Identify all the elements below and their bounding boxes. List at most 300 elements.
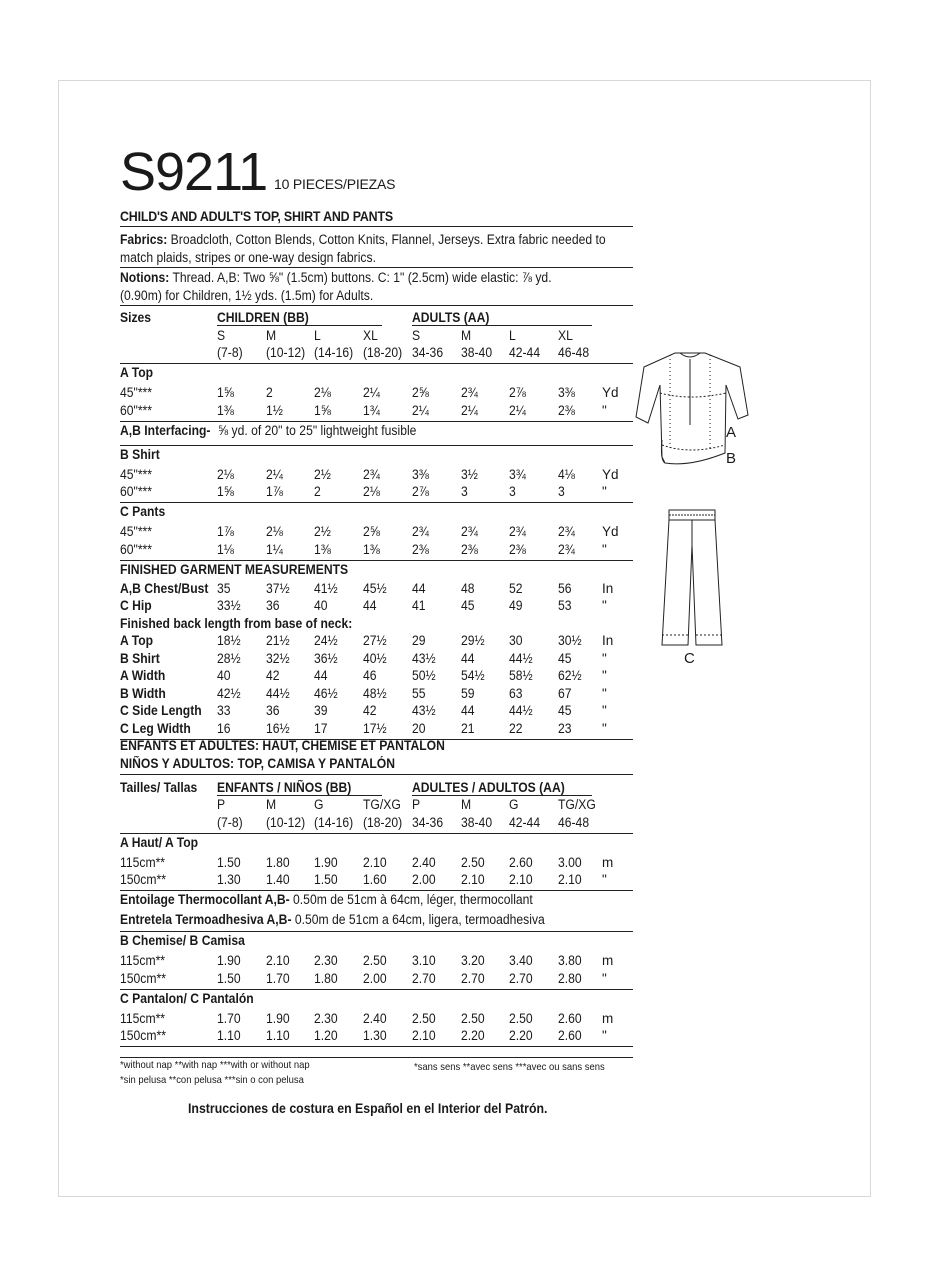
- size-range: 46-48: [558, 345, 590, 360]
- cell-value: 2⅜: [461, 541, 478, 557]
- cell-value: 18½: [217, 633, 241, 648]
- cell-value: 24½: [314, 633, 338, 648]
- cell-value: 62½: [558, 668, 582, 683]
- spanish-title-1-label: ENFANTS ET ADULTES: HAUT, CHEMISE ET PANTALON: [120, 738, 445, 753]
- divider: [120, 226, 633, 227]
- size-letter: M: [266, 327, 277, 343]
- cell-value: 20: [412, 720, 426, 736]
- pants-drawing: [658, 505, 728, 650]
- cell-value: 2⅞: [509, 385, 526, 400]
- size-range: 34-36: [412, 345, 444, 360]
- cell-value: 3.10: [412, 953, 436, 968]
- notions-line2: (0.90m) for Children, 1½ yds. (1.5m) for Adults.: [120, 287, 374, 303]
- cell-value: 3.20: [461, 953, 485, 968]
- row-label: 60"***: [120, 484, 153, 499]
- cell-value: 58½: [509, 668, 533, 683]
- size-letter: TG/XG: [558, 797, 596, 812]
- cell-value: 2⅞: [412, 484, 429, 499]
- cell-value: 1⅞: [266, 484, 283, 499]
- cell-value: 2¼: [509, 402, 526, 418]
- size-letter: M: [461, 327, 472, 343]
- footnote-french: *sans sens **avec sens ***avec ou sans sens: [414, 1061, 605, 1073]
- cell-value: 46: [363, 668, 377, 683]
- cell-value: 2⅛: [314, 385, 331, 400]
- size-range: 34-36: [412, 814, 444, 830]
- cell-value: 1⅛: [217, 541, 234, 557]
- row-label: 150cm**: [120, 1028, 166, 1043]
- cell-value: 45: [461, 598, 475, 613]
- cell-value: 2.50: [363, 953, 387, 968]
- size-header-row: [120, 309, 633, 327]
- cell-value: 1.50: [217, 854, 241, 870]
- cell-value: 44: [461, 703, 475, 718]
- notions-label: Notions:: [120, 270, 170, 285]
- cell-value: 2: [266, 385, 273, 400]
- cell-value: 49: [509, 598, 523, 613]
- size-letter: M: [266, 797, 277, 812]
- cell-value: 3½: [461, 466, 478, 482]
- cell-value: 52: [509, 580, 523, 596]
- adults-label: ADULTS (AA): [412, 310, 490, 325]
- cell-value: 41½: [314, 580, 338, 596]
- cell-value: 30½: [558, 633, 582, 648]
- yardage-row: [120, 970, 633, 990]
- cell-value: 1.90: [314, 854, 338, 870]
- unit: ": [602, 402, 607, 418]
- interfacing-text-es: 0.50m de 51cm a 64cm, ligera, termoadhesiva: [294, 912, 545, 927]
- row-label: C Leg Width: [120, 720, 191, 736]
- size-range: 42-44: [509, 814, 541, 830]
- yardage-row: [120, 854, 633, 872]
- cell-value: 2.30: [314, 1010, 338, 1026]
- section-title-label: B Shirt: [120, 446, 160, 462]
- yardage-table-english: [120, 309, 633, 740]
- cell-value: 2⅛: [363, 484, 380, 499]
- cell-value: 43½: [412, 650, 436, 666]
- size-letter: XL: [363, 327, 378, 343]
- cell-value: 2.50: [412, 1010, 436, 1026]
- cell-value: 45: [558, 650, 572, 666]
- cell-value: 1.90: [266, 1010, 290, 1026]
- cell-value: 1⅞: [217, 524, 234, 539]
- unit: ": [602, 685, 607, 701]
- measurement-row: [120, 702, 633, 720]
- yardage-row: [120, 952, 633, 970]
- cell-value: 2¾: [558, 541, 575, 557]
- back-length-title: [120, 615, 633, 633]
- cell-value: 1¼: [266, 541, 283, 557]
- cell-value: 2.20: [461, 1028, 485, 1043]
- cell-value: 2⅜: [509, 541, 526, 557]
- unit: Yd: [602, 466, 619, 482]
- row-label: A Width: [120, 668, 166, 683]
- children-label: CHILDREN (BB): [217, 310, 309, 325]
- cell-value: 44½: [266, 685, 290, 701]
- cell-value: 1⅝: [314, 402, 331, 418]
- cell-value: 2.80: [558, 970, 582, 986]
- cell-value: 21½: [266, 633, 290, 648]
- unit: ": [602, 720, 607, 736]
- cell-value: 2.00: [412, 872, 436, 887]
- cell-value: 21: [461, 720, 475, 736]
- cell-value: 2¼: [412, 402, 429, 418]
- notions-text: [120, 269, 606, 304]
- yardage-table-spanish: [120, 737, 633, 1047]
- size-letter: L: [509, 327, 516, 343]
- cell-value: 45½: [363, 580, 387, 596]
- cell-value: 40½: [363, 650, 387, 666]
- cell-value: 2¾: [363, 466, 380, 482]
- fabrics-value: Broadcloth, Cotton Blends, Cotton Knits, Flannel, Jerseys. Extra fabric needed to match plaids, stripes or one-way design fabrics.: [120, 232, 606, 265]
- size-letter: P: [412, 797, 421, 812]
- section-title: [120, 990, 633, 1010]
- cell-value: 2.70: [412, 970, 436, 986]
- size-letter: G: [509, 797, 519, 812]
- unit: ": [602, 872, 607, 887]
- footnote-spanish: *sin pelusa **con pelusa ***sin o con pelusa: [120, 1074, 304, 1086]
- cell-value: 54½: [461, 668, 485, 683]
- size-range: (14-16): [314, 814, 354, 830]
- cell-value: 3.00: [558, 854, 582, 870]
- cell-value: 29½: [461, 633, 485, 648]
- view-label-a: A: [726, 424, 737, 441]
- section-title-label: A Haut/ A Top: [120, 834, 199, 850]
- cell-value: 3.40: [509, 953, 533, 968]
- size-range: 46-48: [558, 814, 590, 830]
- cell-value: 2¾: [558, 524, 575, 539]
- pattern-number: S9211: [120, 142, 268, 202]
- cell-value: 16: [217, 720, 231, 736]
- cell-value: 37½: [266, 580, 290, 596]
- size-range: (7-8): [217, 814, 243, 830]
- cell-value: 45: [558, 703, 572, 718]
- row-label: 115cm**: [120, 854, 166, 870]
- sizes-label: Tailles/ Tallas: [120, 779, 198, 795]
- cell-value: 1½: [266, 402, 283, 418]
- cell-value: 2.10: [412, 1028, 436, 1043]
- cell-value: 28½: [217, 650, 241, 666]
- cell-value: 2.70: [509, 970, 533, 986]
- row-label: A,B Chest/Bust: [120, 580, 209, 596]
- cell-value: 3.80: [558, 953, 582, 968]
- cell-value: 2⅜: [558, 402, 575, 418]
- cell-value: 67: [558, 685, 572, 701]
- cell-value: 2½: [314, 524, 331, 539]
- size-range: 42-44: [509, 345, 541, 360]
- cell-value: 50½: [412, 668, 436, 683]
- cell-value: 2⅝: [412, 385, 429, 400]
- unit: ": [602, 598, 607, 613]
- cell-value: 1.70: [266, 970, 290, 986]
- row-label: 150cm**: [120, 872, 166, 887]
- cell-value: 56: [558, 580, 572, 596]
- cell-value: 36½: [314, 650, 338, 666]
- measurement-row: [120, 685, 633, 703]
- finished-title: [120, 561, 633, 580]
- section-title-label: C Pants: [120, 504, 166, 519]
- size-letters-row: [120, 327, 633, 345]
- yardage-row: [120, 466, 633, 484]
- cell-value: 2.10: [509, 872, 533, 887]
- interfacing-text: ⅝ yd. of 20" to 25" lightweight fusible: [218, 422, 417, 438]
- cell-value: 17: [314, 720, 328, 736]
- measurement-row: [120, 667, 633, 685]
- cell-value: 48: [461, 580, 475, 596]
- unit: ": [602, 1028, 607, 1043]
- cell-value: 2¾: [461, 524, 478, 539]
- cell-value: 2¼: [363, 385, 380, 400]
- cell-value: 36: [266, 703, 280, 718]
- size-letter: S: [412, 327, 421, 343]
- cell-value: 2.70: [461, 970, 485, 986]
- yardage-row: [120, 384, 633, 402]
- cell-value: 40: [217, 668, 231, 683]
- children-label: ENFANTS / NIÑOS (BB): [217, 779, 352, 795]
- cell-value: 33½: [217, 598, 241, 613]
- interfacing-row-fr: [120, 891, 633, 911]
- size-range: (7-8): [217, 345, 243, 360]
- interfacing-label-es: Entretela Termoadhesiva A,B-: [120, 912, 292, 927]
- cell-value: 44½: [509, 650, 533, 666]
- cell-value: 1.20: [314, 1028, 338, 1043]
- size-letters-row: [120, 796, 633, 814]
- adults-label: ADULTES / ADULTOS (AA): [412, 779, 565, 795]
- cell-value: 1.80: [314, 970, 338, 986]
- cell-value: 2.60: [558, 1028, 582, 1043]
- cell-value: 17½: [363, 720, 387, 736]
- cell-value: 2.10: [558, 872, 582, 887]
- size-letter: L: [314, 327, 321, 343]
- unit: In: [602, 633, 614, 648]
- cell-value: 2.40: [363, 1010, 387, 1026]
- cell-value: 2.10: [266, 953, 290, 968]
- pattern-title: CHILD'S AND ADULT'S TOP, SHIRT AND PANTS: [120, 209, 393, 224]
- size-letter: TG/XG: [363, 797, 401, 812]
- section-title-label: B Chemise/ B Camisa: [120, 933, 245, 948]
- section-title: [120, 446, 633, 466]
- cell-value: 1.30: [363, 1028, 387, 1043]
- interfacing-line-es: [120, 911, 545, 929]
- size-range: 38-40: [461, 345, 493, 360]
- cell-value: 43½: [412, 703, 436, 718]
- cell-value: 32½: [266, 650, 290, 666]
- cell-value: 4⅛: [558, 466, 575, 482]
- size-range: (18-20): [363, 345, 403, 360]
- row-label: 45"***: [120, 466, 153, 482]
- cell-value: 1.10: [217, 1028, 241, 1043]
- divider: [120, 305, 633, 306]
- size-range: (10-12): [266, 814, 306, 830]
- cell-value: 1.10: [266, 1028, 290, 1043]
- cell-value: 2.10: [461, 872, 485, 887]
- cell-value: 23: [558, 720, 572, 736]
- row-label: 60"***: [120, 402, 153, 418]
- view-label-b: B: [726, 450, 737, 467]
- notions-line1: Thread. A,B: Two ⅝" (1.5cm) buttons. C: 1" (2.5cm) wide elastic: ⅞ yd.: [172, 270, 552, 285]
- section-title-label: C Pantalon/ C Pantalón: [120, 990, 254, 1006]
- cell-value: 2.40: [412, 854, 436, 870]
- size-header-row: [120, 779, 633, 797]
- cell-value: 42: [266, 668, 280, 683]
- unit: m: [602, 953, 614, 968]
- cell-value: 1.50: [217, 970, 241, 986]
- interfacing-row-es: [120, 911, 633, 932]
- yardage-row: [120, 1010, 633, 1028]
- cell-value: 3⅜: [412, 466, 429, 482]
- cell-value: 3⅜: [558, 385, 575, 400]
- cell-value: 1.70: [217, 1010, 241, 1026]
- spanish-title-2: [120, 755, 633, 775]
- cell-value: 41: [412, 598, 426, 613]
- cell-value: 2⅝: [363, 524, 380, 539]
- unit: ": [602, 668, 607, 683]
- divider: [120, 267, 633, 268]
- spanish-instructions-note: Instrucciones de costura en Español en el Interior del Patrón.: [188, 1100, 548, 1116]
- interfacing-text-fr: 0.50m de 51cm à 64cm, léger, thermocollant: [293, 892, 533, 907]
- row-label: 150cm**: [120, 970, 166, 986]
- footnote-english: *without nap **with nap ***with or without nap: [120, 1059, 310, 1071]
- cell-value: 1.30: [217, 872, 241, 887]
- cell-value: 35: [217, 580, 231, 596]
- cell-value: 22: [509, 720, 523, 736]
- cell-value: 1⅜: [314, 541, 331, 557]
- row-label: A Top: [120, 633, 154, 648]
- cell-value: 3: [558, 484, 565, 499]
- size-ranges-row: [120, 814, 633, 834]
- yardage-row: [120, 871, 633, 891]
- yardage-row: [120, 541, 633, 561]
- cell-value: 29: [412, 633, 426, 648]
- yardage-row: [120, 402, 633, 422]
- row-label: 60"***: [120, 541, 153, 557]
- row-label: 115cm**: [120, 1010, 166, 1026]
- cell-value: 27½: [363, 633, 387, 648]
- section-title: [120, 364, 633, 384]
- unit: Yd: [602, 524, 619, 539]
- section-title: [120, 503, 633, 523]
- cell-value: 2¼: [461, 402, 478, 418]
- back-length-label: Finished back length from base of neck:: [120, 615, 353, 631]
- cell-value: 2.20: [509, 1028, 533, 1043]
- cell-value: 1.90: [217, 953, 241, 968]
- cell-value: 1⅝: [217, 484, 234, 499]
- cell-value: 2.60: [509, 854, 533, 870]
- row-label: C Side Length: [120, 703, 202, 718]
- measurement-row: [120, 580, 633, 598]
- cell-value: 2¾: [509, 524, 526, 539]
- cell-value: 1⅜: [363, 541, 380, 557]
- yardage-row: [120, 1027, 633, 1047]
- unit: m: [602, 854, 614, 870]
- cell-value: 2⅜: [412, 541, 429, 557]
- cell-value: 3: [509, 484, 516, 499]
- cell-value: 36: [266, 598, 280, 613]
- size-ranges-row: [120, 344, 633, 364]
- spanish-title-1: [120, 737, 633, 755]
- size-letter: G: [314, 797, 324, 812]
- cell-value: 40: [314, 598, 328, 613]
- size-range: 38-40: [461, 814, 493, 830]
- fabrics-text: [120, 231, 606, 266]
- row-label: 45"***: [120, 524, 153, 539]
- yardage-row: [120, 523, 633, 541]
- cell-value: 44: [314, 668, 328, 683]
- measurement-row: [120, 597, 633, 615]
- view-label-c: C: [684, 650, 695, 667]
- cell-value: 33: [217, 703, 231, 718]
- unit: m: [602, 1010, 614, 1026]
- finished-title-label: FINISHED GARMENT MEASUREMENTS: [120, 561, 349, 577]
- cell-value: 2.10: [363, 854, 387, 870]
- cell-value: 2.60: [558, 1010, 582, 1026]
- cell-value: 59: [461, 685, 475, 701]
- cell-value: 1¾: [363, 402, 380, 418]
- cell-value: 39: [314, 703, 328, 718]
- cell-value: 2¾: [412, 524, 429, 539]
- cell-value: 3: [461, 484, 468, 499]
- cell-value: 16½: [266, 720, 290, 736]
- size-letter: S: [217, 327, 226, 343]
- interfacing-label-fr: Entoilage Thermocollant A,B-: [120, 892, 290, 907]
- size-letter: M: [461, 797, 472, 812]
- cell-value: 42: [363, 703, 377, 718]
- section-title-label: A Top: [120, 365, 154, 380]
- yardage-row: [120, 483, 633, 503]
- cell-value: 2.00: [363, 970, 387, 986]
- measurement-row: [120, 632, 633, 650]
- cell-value: 2¾: [461, 385, 478, 400]
- cell-value: 55: [412, 685, 426, 701]
- cell-value: 46½: [314, 685, 338, 701]
- row-label: C Hip: [120, 598, 152, 613]
- cell-value: 42½: [217, 685, 241, 701]
- cell-value: 1.50: [314, 872, 338, 887]
- fabrics-label: Fabrics:: [120, 232, 168, 247]
- cell-value: 2¼: [266, 466, 283, 482]
- row-label: 45"***: [120, 385, 153, 400]
- interfacing-label: A,B Interfacing-: [120, 422, 211, 438]
- interfacing-line-fr: [120, 891, 533, 909]
- cell-value: 63: [509, 685, 523, 701]
- cell-value: 44: [461, 650, 475, 666]
- cell-value: 48½: [363, 685, 387, 701]
- unit: ": [602, 484, 607, 499]
- unit: ": [602, 970, 607, 986]
- cell-value: 2⅛: [266, 524, 283, 539]
- cell-value: 1.60: [363, 872, 387, 887]
- spanish-title-2-label: NIÑOS Y ADULTOS: TOP, CAMISA Y PANTALÓN: [120, 755, 395, 771]
- cell-value: 44: [412, 580, 426, 596]
- cell-value: 1.40: [266, 872, 290, 887]
- unit: Yd: [602, 385, 619, 400]
- pieces-count: 10 PIECES/PIEZAS: [274, 176, 396, 192]
- cell-value: 53: [558, 598, 572, 613]
- section-title: [120, 932, 633, 952]
- size-letter: XL: [558, 327, 573, 343]
- cell-value: 1⅝: [217, 385, 234, 400]
- size-range: (10-12): [266, 345, 306, 360]
- unit: ": [602, 650, 607, 666]
- cell-value: 2½: [314, 466, 331, 482]
- cell-value: 44½: [509, 703, 533, 718]
- cell-value: 1.80: [266, 854, 290, 870]
- cell-value: 2.50: [509, 1010, 533, 1026]
- unit: ": [602, 541, 607, 557]
- cell-value: 3¾: [509, 466, 526, 482]
- sizes-label: Sizes: [120, 310, 152, 325]
- size-range: (14-16): [314, 345, 354, 360]
- cell-value: 2.30: [314, 953, 338, 968]
